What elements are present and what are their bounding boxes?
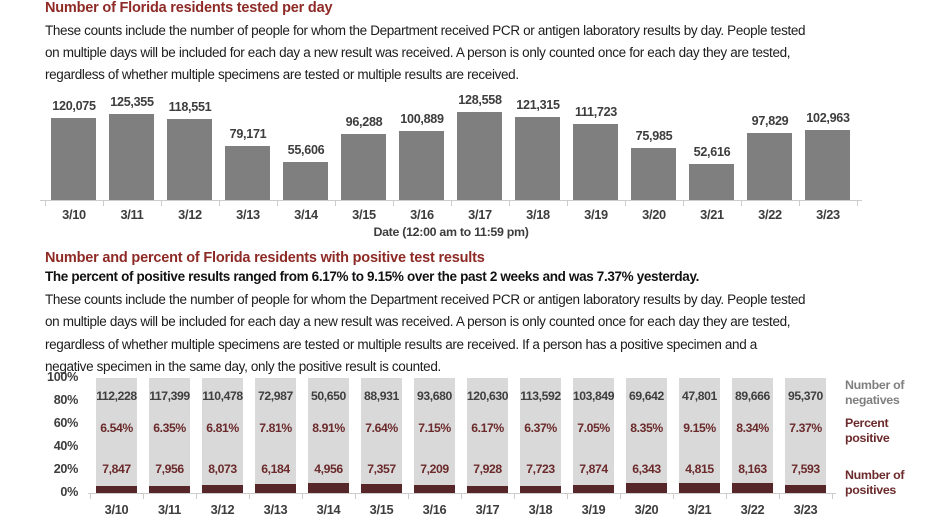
- tested-bar[interactable]: [457, 112, 502, 200]
- tested-x-tick-label: 3/14: [294, 207, 318, 222]
- positive-column: [408, 378, 461, 493]
- percent-positive-label: 7.15%: [418, 421, 451, 435]
- tested-value-label: 128,558: [458, 93, 502, 107]
- axis-tick: [799, 201, 800, 206]
- tested-bar[interactable]: [399, 131, 444, 200]
- positives-count-label: 7,874: [579, 462, 608, 476]
- tested-value-label: 118,551: [168, 100, 212, 114]
- tested-value-label: 96,288: [345, 115, 383, 129]
- positive-x-tick-label: 3/22: [740, 502, 765, 517]
- negatives-count-label: 50,650: [311, 389, 346, 403]
- tested-section-title: Number of Florida residents tested per day: [45, 0, 333, 16]
- tested-x-tick-row: [45, 207, 857, 222]
- tested-column: [45, 88, 103, 200]
- tested-column: [799, 88, 857, 200]
- axis-tick: [567, 494, 568, 499]
- positives-bar[interactable]: [361, 484, 402, 493]
- positive-column: [461, 378, 514, 493]
- axis-tick: [726, 494, 727, 499]
- tested-column: [161, 88, 219, 200]
- axis-tick: [683, 201, 684, 206]
- tested-x-tick-label: 3/12: [178, 207, 202, 222]
- negatives-count-label: 120,630: [466, 389, 509, 403]
- positives-count-label: 8,163: [738, 462, 767, 476]
- positives-count-label: 7,593: [791, 462, 820, 476]
- tested-bar[interactable]: [631, 148, 676, 200]
- tested-x-tick-label: 3/23: [816, 207, 840, 222]
- legend-number-of-positives: Number of positives: [845, 468, 905, 497]
- tested-value-label: 52,616: [693, 145, 731, 159]
- positives-count-label: 6,343: [632, 462, 661, 476]
- positive-x-tick-label: 3/19: [581, 502, 606, 517]
- positives-bar[interactable]: [785, 485, 826, 494]
- axis-tick: [249, 494, 250, 499]
- axis-tick: [335, 201, 336, 206]
- axis-tick: [620, 494, 621, 499]
- percent-y-tick-label: 100%: [46, 370, 78, 384]
- percent-positive-label: 6.37%: [524, 421, 557, 435]
- tested-column: [103, 88, 161, 200]
- positives-count-label: 6,184: [261, 462, 290, 476]
- positives-count-label: 8,073: [208, 462, 237, 476]
- positives-count-label: 4,815: [685, 462, 714, 476]
- positive-x-tick-label: 3/16: [422, 502, 447, 517]
- positives-bar[interactable]: [308, 483, 349, 493]
- positives-count-label: 7,723: [526, 462, 555, 476]
- negatives-count-label: 93,680: [417, 389, 452, 403]
- axis-tick: [509, 201, 510, 206]
- negatives-count-label: 89,666: [735, 389, 770, 403]
- positive-column: [249, 378, 302, 493]
- axis-tick: [741, 201, 742, 206]
- axis-tick: [567, 201, 568, 206]
- tested-column: [741, 88, 799, 200]
- tested-x-tick-label: 3/11: [120, 207, 144, 222]
- negatives-count-label: 69,642: [629, 389, 664, 403]
- positive-column: [779, 378, 832, 493]
- tested-column: [393, 88, 451, 200]
- negatives-count-label: 103,849: [572, 389, 615, 403]
- tested-x-tick-label: 3/15: [352, 207, 376, 222]
- axis-tick: [355, 494, 356, 499]
- positive-x-tick-label: 3/13: [263, 502, 288, 517]
- tested-x-tick-label: 3/20: [642, 207, 666, 222]
- percent-positive-label: 7.64%: [365, 421, 398, 435]
- positives-count-label: 7,928: [473, 462, 502, 476]
- negatives-count-label: 117,399: [149, 389, 190, 403]
- positives-count-label: 7,956: [155, 462, 184, 476]
- negatives-count-label: 72,987: [258, 389, 293, 403]
- positive-column: [620, 378, 673, 493]
- negatives-count-label: 47,801: [682, 389, 717, 403]
- tested-value-label: 97,829: [751, 114, 789, 128]
- tested-value-label: 120,075: [52, 99, 96, 113]
- axis-tick: [302, 494, 303, 499]
- positive-section-title: Number and percent of Florida residents with positive test results: [45, 250, 485, 266]
- negatives-count-label: 113,592: [520, 389, 561, 403]
- positive-x-tick-label: 3/21: [687, 502, 712, 517]
- percent-positive-label: 8.35%: [630, 421, 663, 435]
- tested-bar[interactable]: [225, 146, 270, 200]
- axis-tick: [393, 201, 394, 206]
- tested-bar[interactable]: [747, 133, 792, 200]
- tested-bar[interactable]: [573, 124, 618, 200]
- tested-value-label: 75,985: [635, 129, 673, 143]
- tested-value-label: 121,315: [516, 98, 560, 112]
- percent-y-tick-label: 60%: [53, 416, 78, 430]
- axis-tick: [857, 201, 858, 206]
- tested-x-tick-label: 3/13: [236, 207, 260, 222]
- negatives-count-label: 110,478: [202, 389, 243, 403]
- axis-tick: [673, 494, 674, 499]
- positives-bar[interactable]: [96, 486, 137, 494]
- tested-x-tick-label: 3/16: [410, 207, 434, 222]
- axis-tick: [451, 201, 452, 206]
- axis-tick: [103, 201, 104, 206]
- axis-tick: [45, 201, 46, 206]
- positives-bar[interactable]: [573, 485, 614, 493]
- positives-bar[interactable]: [679, 483, 720, 494]
- positives-bar[interactable]: [202, 485, 243, 493]
- positive-column: [673, 378, 726, 493]
- positives-bar[interactable]: [255, 484, 296, 493]
- tested-bar[interactable]: [167, 119, 212, 200]
- positives-bar[interactable]: [467, 486, 508, 493]
- tested-column: [335, 88, 393, 200]
- positives-bar[interactable]: [520, 486, 561, 493]
- tested-column: [567, 88, 625, 200]
- percent-y-tick-label: 0%: [60, 485, 78, 499]
- percent-positive-label: 6.54%: [100, 421, 133, 435]
- tested-column: [509, 88, 567, 200]
- positive-x-tick-label: 3/18: [528, 502, 553, 517]
- positive-section-description: These counts include the number of people for whom the Department received PCR or antigen laboratory results by day. People tested on multiple days will be included for each day a new result was received. A person is only counted once for each day they are tested, regardless of whether multiple specimens are tested or multiple results are received. If a person has a positive specimen and a negative specimen in the same day, only the positive result is counted.: [45, 292, 806, 374]
- positives-count-label: 4,956: [314, 462, 343, 476]
- percent-positive-label: 8.34%: [736, 421, 769, 435]
- positive-column: [196, 378, 249, 493]
- axis-tick: [143, 494, 144, 499]
- tested-value-label: 79,171: [229, 127, 267, 141]
- tested-x-tick-label: 3/22: [758, 207, 782, 222]
- positive-bars-area: [90, 378, 832, 493]
- tested-x-tick-label: 3/10: [62, 207, 86, 222]
- positive-x-tick-label: 3/15: [369, 502, 394, 517]
- percent-positive-label: 7.81%: [259, 421, 292, 435]
- tested-column: [625, 88, 683, 200]
- positive-results-chart: [0, 370, 932, 524]
- percent-positive-label: 8.91%: [312, 421, 345, 435]
- axis-tick: [196, 494, 197, 499]
- tested-x-tick-label: 3/18: [526, 207, 550, 222]
- legend-percent-positive: Percent positive: [845, 416, 890, 445]
- tested-x-axis-line: [40, 200, 862, 201]
- percent-positive-label: 6.81%: [206, 421, 239, 435]
- positive-column: [726, 378, 779, 493]
- legend-number-of-negatives: Number of negatives: [845, 378, 905, 407]
- tested-column: [277, 88, 335, 200]
- tested-column: [683, 88, 741, 200]
- positives-count-label: 7,357: [367, 462, 396, 476]
- axis-tick: [90, 494, 91, 499]
- positive-x-tick-label: 3/10: [104, 502, 129, 517]
- positive-column: [355, 378, 408, 493]
- tested-bar[interactable]: [805, 130, 850, 200]
- axis-tick: [832, 494, 833, 499]
- positives-bar[interactable]: [149, 486, 190, 493]
- positive-x-tick-row: [90, 502, 832, 517]
- positive-x-axis-line: [88, 493, 836, 494]
- negatives-count-label: 95,370: [788, 389, 823, 403]
- percent-positive-label: 7.05%: [577, 421, 610, 435]
- positive-x-tick-label: 3/17: [475, 502, 500, 517]
- tested-bar[interactable]: [515, 117, 560, 200]
- positive-column: [567, 378, 620, 493]
- percent-positive-label: 6.35%: [153, 421, 186, 435]
- positive-x-tick-label: 3/23: [793, 502, 818, 517]
- tested-x-tick-label: 3/21: [700, 207, 724, 222]
- positive-column: [514, 378, 567, 493]
- positive-x-tick-label: 3/12: [210, 502, 235, 517]
- tested-bar[interactable]: [341, 134, 386, 200]
- tested-value-label: 55,606: [287, 143, 325, 157]
- tested-bar[interactable]: [51, 118, 96, 200]
- tested-x-tick-label: 3/17: [468, 207, 492, 222]
- positive-chart-legend: [845, 376, 932, 524]
- percent-y-tick-label: 40%: [53, 439, 78, 453]
- axis-tick: [408, 494, 409, 499]
- percent-positive-label: 9.15%: [683, 421, 716, 435]
- tested-per-day-chart: [45, 88, 885, 246]
- percent-positive-label: 7.37%: [789, 421, 822, 435]
- axis-tick: [625, 201, 626, 206]
- positive-x-tick-label: 3/11: [157, 502, 181, 517]
- positive-column: [90, 378, 143, 493]
- tested-x-tick-label: 3/19: [584, 207, 608, 222]
- percent-y-tick-label: 20%: [53, 462, 78, 476]
- positive-column: [143, 378, 196, 493]
- positive-range-highlight: The percent of positive results ranged from 6.17% to 9.15% over the past 2 weeks and was 7.37% yesterday.: [45, 269, 700, 284]
- positives-count-label: 7,847: [102, 462, 131, 476]
- positives-bar[interactable]: [626, 483, 667, 493]
- positive-x-tick-label: 3/14: [316, 502, 341, 517]
- axis-tick: [219, 201, 220, 206]
- tested-bars-area: [45, 88, 857, 200]
- axis-tick: [779, 494, 780, 499]
- tested-value-label: 100,889: [400, 112, 444, 126]
- tested-bar[interactable]: [109, 114, 154, 200]
- percent-y-tick-label: 80%: [53, 393, 78, 407]
- positive-column: [302, 378, 355, 493]
- negatives-count-label: 88,931: [364, 389, 399, 403]
- negatives-count-label: 112,228: [96, 389, 137, 403]
- axis-tick: [161, 201, 162, 206]
- tested-value-label: 125,355: [110, 95, 154, 109]
- positives-count-label: 7,209: [420, 462, 449, 476]
- tested-section-description: These counts include the number of people for whom the Department received PCR or antigen laboratory results by day. People tested on multiple days will be included for each day a new result was received. A person is only counted once for each day they are tested, regardless of whether multiple specimens are tested or multiple results are received.: [45, 23, 806, 82]
- axis-tick: [514, 494, 515, 499]
- axis-tick: [277, 201, 278, 206]
- positive-x-tick-label: 3/20: [634, 502, 659, 517]
- positives-bar[interactable]: [732, 483, 773, 493]
- tested-value-label: 111,723: [574, 105, 618, 119]
- tested-value-label: 102,963: [806, 111, 850, 125]
- percent-positive-label: 6.17%: [471, 421, 504, 435]
- tested-bar[interactable]: [283, 162, 328, 200]
- axis-tick: [461, 494, 462, 499]
- positives-bar[interactable]: [414, 485, 455, 493]
- tested-column: [219, 88, 277, 200]
- tested-column: [451, 88, 509, 200]
- tested-x-axis-title: Date (12:00 am to 11:59 pm): [373, 225, 529, 239]
- tested-bar[interactable]: [689, 164, 734, 200]
